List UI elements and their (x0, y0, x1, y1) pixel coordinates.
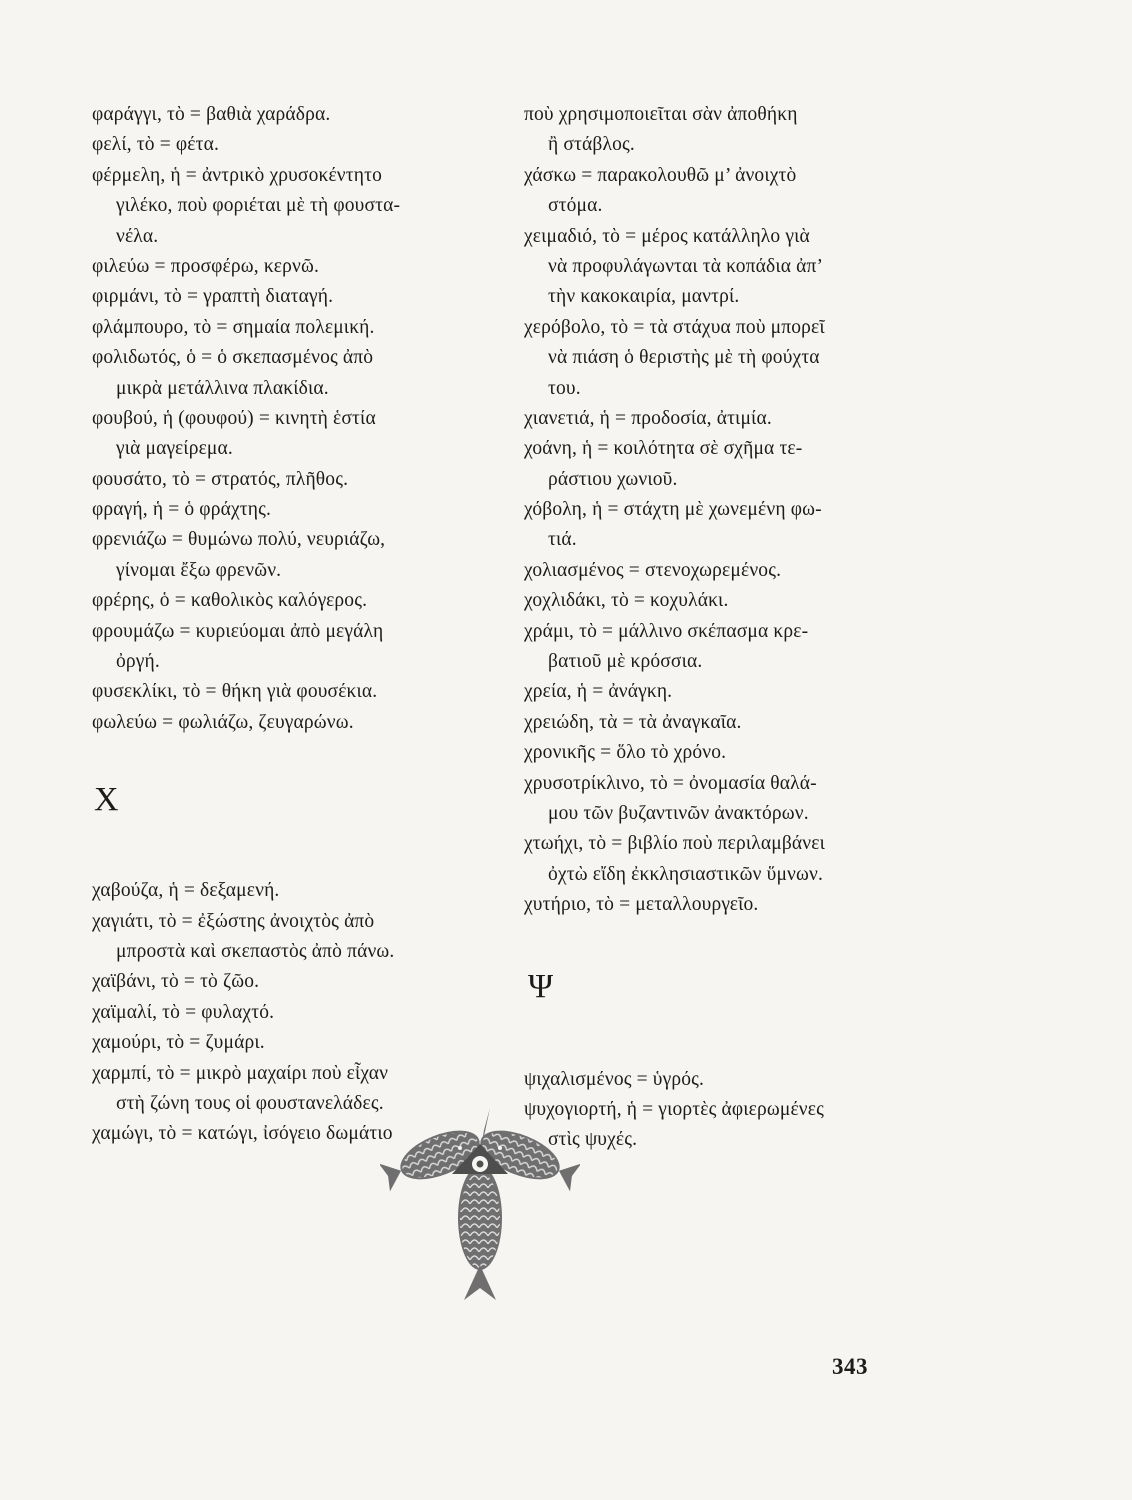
glossary-entry (92, 677, 492, 707)
entry-line: χειμαδιό, τὸ = μέρος κατάλληλο γιὰ (524, 225, 810, 247)
entry-line: φραγή, ἡ = ὁ φράχτης. (92, 499, 271, 521)
glossary-entry (92, 708, 492, 738)
glossary-entry (92, 465, 492, 495)
entry-continuation-line: γιὰ μαγείρεμα. (116, 438, 233, 460)
right-column (524, 100, 924, 1156)
entry-line: χόβολη, ἡ = στάχτη μὲ χωνεμένη φω- (524, 499, 822, 521)
glossary-entry (524, 586, 924, 616)
entry-line: φλάμπουρο, τὸ = σημαία πολεμική. (92, 316, 375, 338)
glossary-entry (92, 495, 492, 525)
glossary-entry (92, 404, 492, 465)
entries-psi (524, 1065, 924, 1156)
glossary-entry (524, 556, 924, 586)
entry-line: φρενιάζω = θυμώνω πολύ, νευριάζω, (92, 529, 386, 551)
glossary-entry (524, 404, 924, 434)
entry-continuation-line: ὀχτὼ εἴδη ἐκκλησιαστικῶν ὕμνων. (548, 863, 823, 885)
glossary-entry (524, 738, 924, 768)
entry-continuation-line: ἢ στάβλος. (548, 134, 635, 156)
entry-line: χαϊβάνι, τὸ = τὸ ζῶο. (92, 971, 260, 993)
entry-line: ψυχογιορτή, ἡ = γιορτὲς ἀφιερωμένες (524, 1098, 824, 1120)
glossary-entry (92, 617, 492, 678)
glossary-entry (524, 313, 924, 404)
entry-line: φιλεύω = προσφέρω, κερνῶ. (92, 255, 320, 277)
page-number: 343 (832, 1354, 868, 1379)
entry-line: χάσκω = παρακολουθῶ μ’ ἀνοιχτὸ (524, 164, 797, 186)
entry-line: χρυσοτρίκλινο, τὸ = ὀνομασία θαλά- (524, 772, 817, 794)
entry-line: χερόβολο, τὸ = τὰ στάχυα ποὺ μπορεῖ (524, 316, 825, 338)
glossary-entry (92, 343, 492, 404)
entry-line: χρειώδη, τὰ = τὰ ἀναγκαῖα. (524, 711, 742, 733)
entry-continuation-line: ράστιου χωνιοῦ. (548, 468, 678, 490)
glossary-entry (524, 222, 924, 313)
entry-continuation-line: γιλέκο, ποὺ φοριέται μὲ τὴ φουστα- (116, 195, 401, 217)
glossary-entry (92, 876, 492, 906)
entry-line: φέρμελη, ἡ = ἀντρικὸ χρυσοκέντητο (92, 164, 382, 186)
entry-line: φελί, τὸ = φέτα. (92, 134, 219, 156)
entry-line: χρεία, ἡ = ἀνάγκη. (524, 681, 673, 703)
entry-continuation-line: νὰ προφυλάγωνται τὰ κοπάδια ἀπ’ (548, 255, 824, 277)
glossary-entry (92, 967, 492, 997)
entry-line: φρέρης, ὁ = καθολικὸς καλόγερος. (92, 590, 368, 612)
entry-continuation-line: νὰ πιάση ὁ θεριστὴς μὲ τὴ φούχτα (548, 347, 820, 369)
glossary-entry (92, 1028, 492, 1058)
entry-line: χαγιάτι, τὸ = ἐξώστης ἀνοιχτὸς ἀπὸ (92, 910, 375, 932)
left-column (92, 100, 492, 1150)
entry-line: φολιδωτός, ὁ = ὁ σκεπασμένος ἀπὸ (92, 347, 374, 369)
entry-continuation-line: μπροστὰ καὶ σκεπαστὸς ἀπὸ πάνω. (116, 940, 395, 962)
glossary-entry (524, 100, 924, 161)
entry-line: φρουμάζω = κυριεύομαι ἀπὸ μεγάλη (92, 620, 384, 642)
entry-line: χτωήχι, τὸ = βιβλίο ποὺ περιλαμβάνει (524, 833, 825, 855)
glossary-entry (524, 890, 924, 920)
glossary-entry (524, 617, 924, 678)
glossary-entry (92, 998, 492, 1028)
entry-line: χοχλιδάκι, τὸ = κοχυλάκι. (524, 590, 729, 612)
glossary-entry (524, 829, 924, 890)
entry-line: χράμι, τὸ = μάλλινο σκέπασμα κρε- (524, 620, 809, 642)
glossary-entry (524, 1065, 924, 1095)
entries-phi (92, 100, 492, 738)
entry-continuation-line: του. (548, 377, 581, 399)
glossary-entry (524, 495, 924, 556)
glossary-entry (524, 161, 924, 222)
entry-line: φουβού, ἡ (φουφού) = κινητὴ ἑστία (92, 407, 376, 429)
entry-line: φουσάτο, τὸ = στρατός, πλῆθος. (92, 468, 349, 490)
glossary-entry (92, 586, 492, 616)
entry-line: φιρμάνι, τὸ = γραπτὴ διαταγή. (92, 286, 334, 308)
glossary-entry (524, 1095, 924, 1156)
glossary-entry (92, 161, 492, 252)
entries-chi-continued (524, 100, 924, 921)
glossary-entry (92, 252, 492, 282)
entry-line: φαράγγι, τὸ = βαθιὰ χαράδρα. (92, 104, 331, 125)
entry-line: ψιχαλισμένος = ὑγρός. (524, 1068, 705, 1090)
glossary-entry (524, 769, 924, 830)
glossary-entry (92, 130, 492, 160)
entry-continuation-line: στὴ ζώνη τους οἱ φουστανελάδες. (116, 1092, 384, 1114)
entry-continuation-line: στόμα. (548, 195, 603, 217)
entry-continuation-line: νέλα. (116, 225, 159, 247)
entry-line: χαβούζα, ἡ = δεξαμενή. (92, 880, 280, 902)
entry-continuation-line: τιά. (548, 529, 577, 551)
entry-line: χαμώγι, τὸ = κατώγι, ἰσόγειο δωμάτιο (92, 1123, 393, 1145)
entry-line: χαρμπί, τὸ = μικρὸ μαχαίρι ποὺ εἶχαν (92, 1062, 389, 1084)
entry-continuation-line: στὶς ψυχές. (548, 1129, 638, 1151)
three-fish-ornament-icon (380, 1100, 580, 1305)
entry-line: χρονικῆς = ὅλο τὸ χρόνο. (524, 742, 727, 764)
entry-line: χιανετιά, ἡ = προδοσία, ἀτιμία. (524, 407, 772, 429)
entry-line: φυσεκλίκι, τὸ = θήκη γιὰ φουσέκια. (92, 681, 378, 703)
glossary-entry (524, 434, 924, 495)
glossary-entry (92, 313, 492, 343)
section-letter-chi: Χ (94, 781, 119, 819)
glossary-entry (92, 282, 492, 312)
glossary-entry (92, 907, 492, 968)
entry-line: χαμούρι, τὸ = ζυμάρι. (92, 1032, 265, 1054)
entry-line: χαϊμαλί, τὸ = φυλαχτό. (92, 1001, 275, 1023)
entry-line: χολιασμένος = στενοχωρεμένος. (524, 559, 782, 581)
glossary-entry (524, 677, 924, 707)
section-letter-psi: Ψ (528, 967, 554, 1005)
entry-line: ποὺ χρησιμοποιεῖται σὰν ἀποθήκη (524, 104, 798, 125)
entry-continuation-line: μου τῶν βυζαντινῶν ἀνακτόρων. (548, 802, 809, 824)
entry-continuation-line: τὴν κακοκαιρία, μαντρί. (548, 286, 740, 308)
glossary-entry (92, 525, 492, 586)
glossary-entry (92, 100, 492, 130)
entry-continuation-line: ὀργή. (116, 651, 160, 673)
glossary-entry (524, 708, 924, 738)
entry-line: χοάνη, ἡ = κοιλότητα σὲ σχῆμα τε- (524, 438, 803, 460)
entry-line: φωλεύω = φωλιάζω, ζευγαρώνω. (92, 711, 354, 733)
entry-line: χυτήριο, τὸ = μεταλλουργεῖο. (524, 894, 759, 916)
entry-continuation-line: βατιοῦ μὲ κρόσσια. (548, 651, 703, 673)
entry-continuation-line: μικρὰ μετάλλινα πλακίδια. (116, 377, 329, 399)
entry-continuation-line: γίνομαι ἔξω φρενῶν. (116, 559, 282, 581)
